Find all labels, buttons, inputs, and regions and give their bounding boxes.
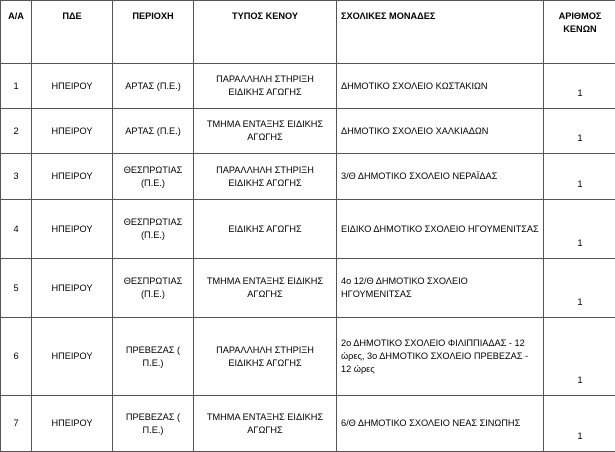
row-index: 3 xyxy=(1,154,32,200)
row-schools: ΔΗΜΟΤΙΚΟ ΣΧΟΛΕΙΟ ΧΑΛΚΙΑΔΩΝ xyxy=(337,109,544,154)
table-row xyxy=(1,200,615,259)
row-index: 2 xyxy=(1,109,32,154)
row-vacancy-count: 1 xyxy=(544,154,615,200)
row-pde: ΗΠΕΙΡΟΥ xyxy=(32,396,113,452)
row-area: ΠΡΕΒΕΖΑΣ ( Π.Ε.) xyxy=(113,318,194,396)
header-type: ΤΥΠΟΣ ΚΕΝΟΥ xyxy=(194,1,337,64)
row-index: 6 xyxy=(1,318,32,396)
header-schools: ΣΧΟΛΙΚΕΣ ΜΟΝΑΔΕΣ xyxy=(337,1,544,64)
table-row xyxy=(1,396,615,452)
row-pde: ΗΠΕΙΡΟΥ xyxy=(32,318,113,396)
row-vacancy-type: ΠΑΡΑΛΛΗΛΗ ΣΤΗΡΙΞΗ ΕΙΔΙΚΗΣ ΑΓΩΓΗΣ xyxy=(194,64,337,109)
header-count: ΑΡΙΘΜΟΣ ΚΕΝΩΝ xyxy=(544,1,615,64)
header-area: ΠΕΡΙΟΧΗ xyxy=(113,1,194,64)
row-vacancy-count: 1 xyxy=(544,259,615,318)
row-vacancy-type: ΠΑΡΑΛΛΗΛΗ ΣΤΗΡΙΞΗ ΕΙΔΙΚΗΣ ΑΓΩΓΗΣ xyxy=(194,318,337,396)
row-schools: 6/Θ ΔΗΜΟΤΙΚΟ ΣΧΟΛΕΙΟ ΝΕΑΣ ΣΙΝΩΠΗΣ xyxy=(337,396,544,452)
row-pde: ΗΠΕΙΡΟΥ xyxy=(32,154,113,200)
row-schools: ΕΙΔΙΚΟ ΔΗΜΟΤΙΚΟ ΣΧΟΛΕΙΟ ΗΓΟΥΜΕΝΙΤΣΑΣ xyxy=(337,200,544,259)
row-pde: ΗΠΕΙΡΟΥ xyxy=(32,64,113,109)
row-pde: ΗΠΕΙΡΟΥ xyxy=(32,259,113,318)
row-vacancy-count: 1 xyxy=(544,200,615,259)
row-area: ΘΕΣΠΡΩΤΙΑΣ (Π.Ε.) xyxy=(113,200,194,259)
row-schools: 4ο 12/Θ ΔΗΜΟΤΙΚΟ ΣΧΟΛΕΙΟ ΗΓΟΥΜΕΝΙΤΣΑΣ xyxy=(337,259,544,318)
table-row xyxy=(1,109,615,154)
row-pde: ΗΠΕΙΡΟΥ xyxy=(32,109,113,154)
row-vacancy-type: ΠΑΡΑΛΛΗΛΗ ΣΤΗΡΙΞΗ ΕΙΔΙΚΗΣ ΑΓΩΓΗΣ xyxy=(194,154,337,200)
row-index: 4 xyxy=(1,200,32,259)
row-area: ΠΡΕΒΕΖΑΣ ( Π.Ε.) xyxy=(113,396,194,452)
row-vacancy-count: 1 xyxy=(544,396,615,452)
row-vacancy-type: ΤΜΗΜΑ ΕΝΤΑΞΗΣ ΕΙΔΙΚΗΣ ΑΓΩΓΗΣ xyxy=(194,109,337,154)
table-row xyxy=(1,64,615,109)
row-schools: 3/Θ ΔΗΜΟΤΙΚΟ ΣΧΟΛΕΙΟ ΝΕΡΑΪΔΑΣ xyxy=(337,154,544,200)
row-vacancy-type: ΤΜΗΜΑ ΕΝΤΑΞΗΣ ΕΙΔΙΚΗΣ ΑΓΩΓΗΣ xyxy=(194,396,337,452)
row-vacancy-type: ΤΜΗΜΑ ΕΝΤΑΞΗΣ ΕΙΔΙΚΗΣ ΑΓΩΓΗΣ xyxy=(194,259,337,318)
row-vacancy-count: 1 xyxy=(544,64,615,109)
header-aa: Α/Α xyxy=(1,1,32,64)
row-area: ΘΕΣΠΡΩΤΙΑΣ (Π.Ε.) xyxy=(113,259,194,318)
row-vacancy-count: 1 xyxy=(544,318,615,396)
table-row xyxy=(1,154,615,200)
table-header-row xyxy=(1,1,615,64)
table-row xyxy=(1,318,615,396)
row-schools: ΔΗΜΟΤΙΚΟ ΣΧΟΛΕΙΟ ΚΩΣΤΑΚΙΩΝ xyxy=(337,64,544,109)
row-vacancy-type: ΕΙΔΙΚΗΣ ΑΓΩΓΗΣ xyxy=(194,200,337,259)
row-index: 5 xyxy=(1,259,32,318)
row-area: ΑΡΤΑΣ (Π.Ε.) xyxy=(113,109,194,154)
row-vacancy-count: 1 xyxy=(544,109,615,154)
row-area: ΑΡΤΑΣ (Π.Ε.) xyxy=(113,64,194,109)
row-area: ΘΕΣΠΡΩΤΙΑΣ (Π.Ε.) xyxy=(113,154,194,200)
row-schools: 2ο ΔΗΜΟΤΙΚΟ ΣΧΟΛΕΙΟ ΦΙΛΙΠΠΙΑΔΑΣ - 12 ώρες, 3ο ΔΗΜΟΤΙΚΟ ΣΧΟΛΕΙΟ ΠΡΕΒΕΖΑΣ - 12 ώρες xyxy=(337,318,544,396)
row-pde: ΗΠΕΙΡΟΥ xyxy=(32,200,113,259)
header-pde: ΠΔΕ xyxy=(32,1,113,64)
row-index: 1 xyxy=(1,64,32,109)
table-row xyxy=(1,259,615,318)
row-index: 7 xyxy=(1,396,32,452)
